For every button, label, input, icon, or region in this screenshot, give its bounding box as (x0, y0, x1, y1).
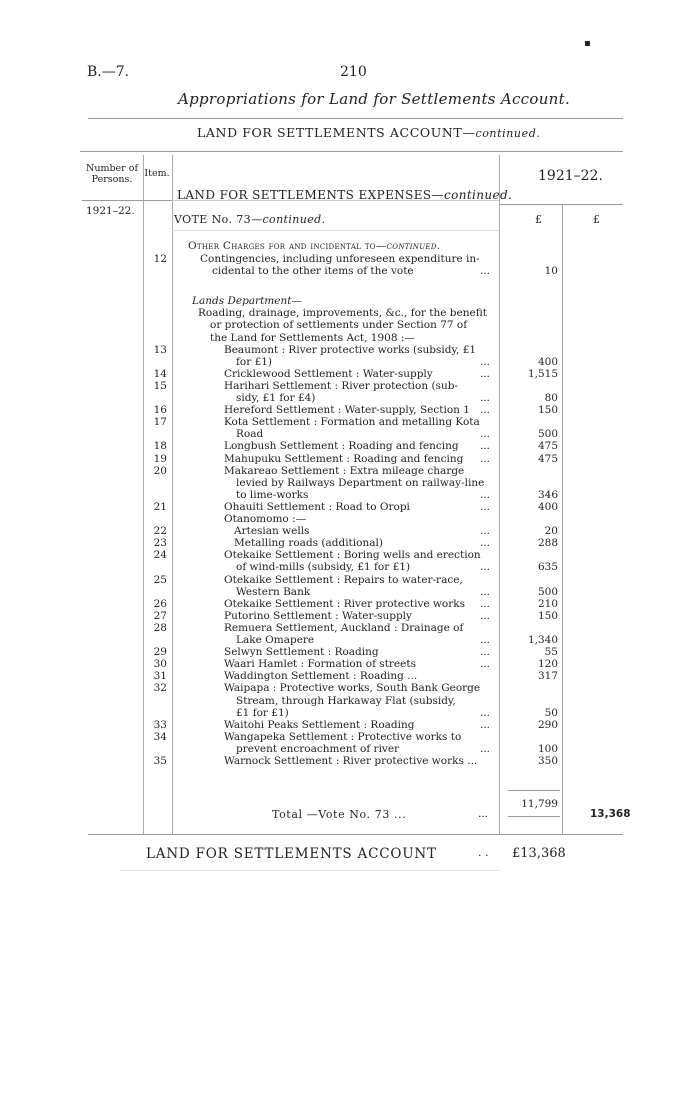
row-description-line: Waddington Settlement : Roading ... (224, 670, 418, 683)
leader-dots: ... (480, 597, 491, 610)
table-top-rule (80, 151, 623, 152)
row-description-line: Contingencies, including unforeseen expenditure in- (200, 253, 480, 265)
corner-mark: ▪ (584, 38, 591, 49)
row-amount: 120 (537, 658, 558, 671)
row-amount: 290 (537, 718, 558, 731)
row-description-line: Western Bank (236, 585, 311, 598)
page-number: 210 (340, 64, 367, 80)
row-description-line: Waari Hamlet : Formation of streets (224, 658, 416, 671)
row-description-line: Harihari Settlement : River protection (sub- (224, 379, 458, 392)
row-amount: 400 (537, 355, 558, 368)
row-amount: 80 (544, 392, 558, 404)
row-description-line: Otekaike Settlement : Boring wells and erection (224, 549, 481, 562)
row-amount: 20 (544, 525, 558, 538)
row-amount: 100 (537, 742, 558, 755)
item-number: 29 (153, 646, 167, 659)
row-description-line: Stream, through Harkaway Flat (subsidy, (236, 694, 456, 707)
row-description-line: cidental to the other items of the vote (212, 265, 414, 278)
year-rule (499, 204, 623, 205)
other-charges-heading (188, 240, 440, 252)
row-description-line: £1 for £1) (236, 706, 289, 719)
leader-dots: ... (480, 452, 491, 465)
account-subtitle (197, 125, 540, 140)
row-description-line: Lake Omapere (236, 634, 315, 646)
vote-heading (174, 213, 326, 226)
leader-dots: ... (480, 537, 491, 550)
item-number: 16 (153, 404, 167, 417)
item-number: 32 (153, 682, 167, 695)
page-reference: B.—7. (87, 64, 130, 80)
expenses-heading-main: LAND FOR SETTLEMENTS EXPENSES— (177, 188, 444, 202)
row-amount: 210 (537, 597, 558, 610)
title-rule (88, 118, 623, 119)
row-description-line: Hereford Settlement : Water-supply, Section 1 (224, 404, 470, 417)
row-amount: 500 (537, 428, 558, 441)
row-description-line: Kota Settlement : Formation and metalling Kota (224, 416, 480, 429)
leader-dots: ... (480, 658, 491, 671)
item-number: 28 (153, 621, 167, 634)
other-charges-continued: continued. (386, 240, 441, 252)
subtitle-continued: continued. (475, 127, 541, 140)
persons-item-divider (143, 155, 144, 835)
item-number: 25 (153, 573, 167, 586)
row-amount: 317 (537, 670, 558, 683)
row-description-line: of wind-mills (subsidy, £1 for £1) (236, 561, 411, 574)
leader-dots: ... (480, 367, 491, 380)
item-number: 15 (153, 379, 167, 392)
account-leader-dots: . . (478, 846, 489, 859)
leader-dots: ... (480, 392, 491, 404)
leader-dots: ... (480, 355, 491, 368)
leader-dots: ... (480, 404, 491, 417)
row-description-line: Wangapeka Settlement : Protective works to (224, 730, 462, 743)
item-number: 33 (153, 718, 167, 731)
row-amount: 635 (537, 561, 558, 574)
row-amount: 55 (544, 646, 558, 659)
account-total-amount: £13,368 (512, 846, 566, 861)
leader-dots: ... (480, 742, 491, 755)
item-number: 13 (153, 343, 167, 356)
item-number: 22 (153, 525, 167, 538)
total-vote-amount: 13,368 (590, 808, 631, 820)
leader-dots: ... (480, 561, 491, 574)
item-desc-divider (172, 155, 173, 835)
vote-rule (172, 230, 499, 231)
leader-dots: ... (480, 634, 491, 646)
row-description-line: Otekaike Settlement : River protective works (224, 597, 466, 610)
row-amount: 346 (537, 488, 558, 501)
leader-dots: ... (480, 440, 491, 453)
row-amount: 350 (537, 755, 558, 767)
vote-continued: continued. (262, 213, 326, 226)
leader-dots: ... (480, 609, 491, 622)
row-amount: 475 (537, 452, 558, 465)
row-description-line: sidy, £1 for £4) (236, 392, 316, 404)
footer-rule (120, 870, 500, 871)
number-of-persons-header: Number of Persons. (86, 163, 138, 185)
row-description-line: Makareao Settlement : Extra mileage charge (224, 464, 465, 477)
row-description-line: Otekaike Settlement : Repairs to water-race, (224, 573, 463, 586)
leader-dots: ... (480, 585, 491, 598)
subtotal-rule-bottom (508, 816, 560, 817)
item-number: 21 (153, 500, 167, 513)
page-title: Appropriations for Land for Settlements Account. (178, 90, 571, 108)
pound-symbol-2: £ (593, 213, 600, 226)
row-amount: 10 (544, 265, 558, 278)
item-number: 27 (153, 609, 167, 622)
row-description-line: Road (236, 428, 264, 441)
item-number: 34 (153, 730, 167, 743)
row-description-line: or protection of settlements under Section 77 of (210, 319, 468, 332)
row-description-line: levied by Railways Department on railway-line (236, 476, 485, 489)
item-number: 19 (153, 452, 167, 465)
row-description-line: to lime-works (236, 488, 309, 501)
leader-dots: ... (480, 525, 491, 538)
row-description-line: Beaumont : River protective works (subsidy, £1 (224, 343, 477, 356)
row-description-line: Longbush Settlement : Roading and fencing (224, 440, 459, 453)
row-description-line: Waipapa : Protective works, South Bank George (224, 682, 481, 695)
row-description-line: Artesian wells (234, 525, 310, 538)
row-amount: 288 (537, 537, 558, 550)
row-amount: 150 (537, 404, 558, 417)
row-description-line: prevent encroachment of river (236, 742, 400, 755)
row-description-line: for £1) (236, 355, 273, 368)
pound-symbol-1: £ (535, 213, 542, 226)
item-number: 14 (153, 367, 167, 380)
amount-total-divider (562, 205, 563, 835)
item-number: 20 (153, 464, 167, 477)
item-number: 30 (153, 658, 167, 671)
row-description-line: Waitohi Peaks Settlement : Roading (224, 718, 415, 731)
item-number: 31 (153, 670, 167, 683)
row-amount: 1,340 (527, 634, 558, 646)
item-number: 24 (153, 549, 167, 562)
item-header: Item. (144, 168, 170, 179)
item-number: 18 (153, 440, 167, 453)
row-description-line: Selwyn Settlement : Roading (224, 646, 379, 659)
total-vote-label: Total —Vote No. 73 ... (272, 808, 407, 821)
row-description-line: Cricklewood Settlement : Water-supply (224, 367, 433, 380)
row-description-line: Otanomomo :— (224, 513, 307, 525)
row-description-line: Putorino Settlement : Water-supply (224, 609, 412, 622)
row-amount: 475 (537, 440, 558, 453)
item-number: 23 (153, 537, 167, 550)
year-header-right: 1921–22. (538, 168, 603, 184)
row-amount: 150 (537, 609, 558, 622)
leader-dots: ... (480, 500, 491, 513)
vote-main: VOTE No. 73— (174, 213, 263, 226)
item-number: 35 (153, 755, 167, 767)
item-number: 17 (153, 416, 167, 429)
expenses-heading-continued: continued. (443, 188, 513, 202)
subtitle-main: LAND FOR SETTLEMENTS ACCOUNT— (197, 125, 476, 140)
row-description-line: Ohauiti Settlement : Road to Oropi (224, 500, 410, 513)
persons-rule (82, 200, 172, 201)
row-description-line: Mahupuku Settlement : Roading and fencing (224, 452, 464, 465)
other-charges-main: Other Charges for and incidental to— (188, 240, 387, 252)
total-leader-dots: ... (478, 808, 489, 820)
table-bottom-rule (88, 834, 623, 835)
row-description-line: the Land for Settlements Act, 1908 :— (210, 331, 415, 344)
leader-dots: ... (480, 646, 491, 659)
expenses-heading (177, 188, 512, 202)
leader-dots: ... (480, 428, 491, 441)
desc-amount-divider (499, 155, 500, 835)
row-description-line: Remuera Settlement, Auckland : Drainage of (224, 621, 464, 634)
subtotal-amount: 11,799 (521, 798, 558, 810)
row-amount: 50 (544, 706, 558, 719)
row-description-line: Lands Department— (192, 295, 302, 308)
year-header-left: 1921–22. (86, 205, 135, 217)
row-description-line: Roading, drainage, improvements, &c., for the benefit (198, 307, 487, 320)
row-amount: 1,515 (527, 367, 558, 380)
row-description-line: Metalling roads (additional) (234, 537, 383, 550)
row-amount: 500 (537, 585, 558, 598)
item-number: 12 (153, 253, 167, 265)
leader-dots: ... (480, 265, 491, 278)
subtotal-rule-top (508, 790, 560, 791)
row-amount: 400 (537, 500, 558, 513)
leader-dots: ... (480, 718, 491, 731)
account-total-label: LAND FOR SETTLEMENTS ACCOUNT (146, 846, 437, 862)
leader-dots: ... (480, 706, 491, 719)
leader-dots: ... (480, 488, 491, 501)
row-description-line: Warnock Settlement : River protective works ... (224, 755, 478, 767)
item-number: 26 (153, 597, 167, 610)
